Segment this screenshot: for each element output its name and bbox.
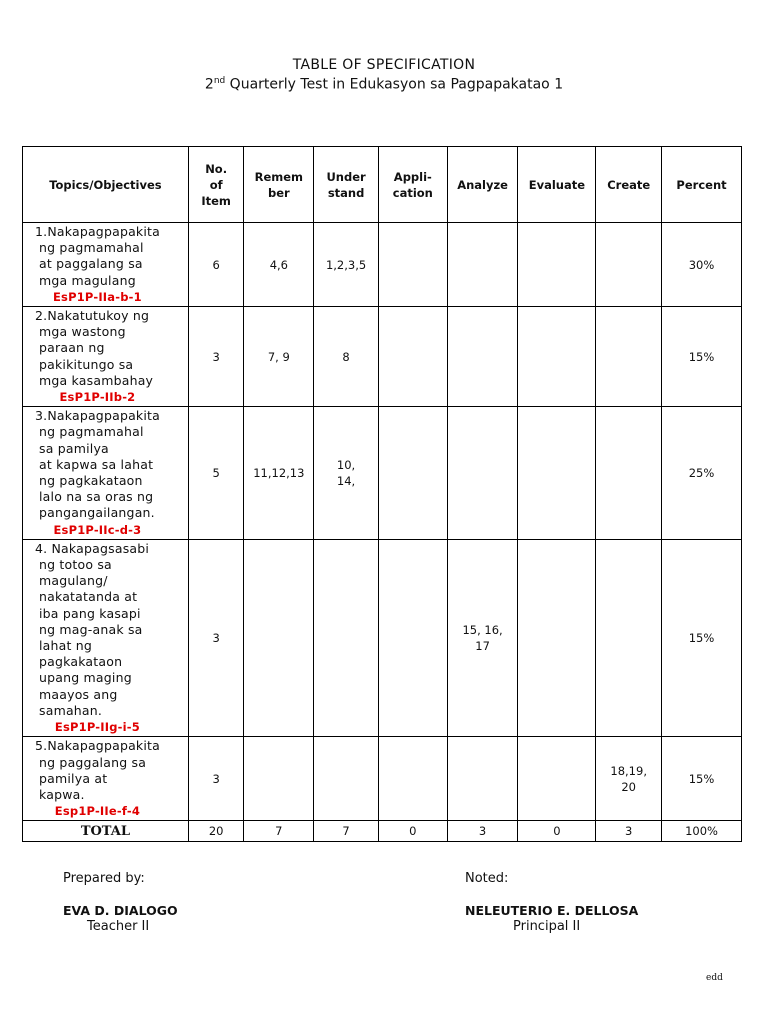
total-label: TOTAL: [23, 821, 189, 842]
topic-cell: [23, 407, 189, 540]
topic-text: 1.Nakapagpapakita ng pagmamahal at paggalang sa mga magulang: [35, 224, 161, 288]
header-percent: Percent: [662, 147, 742, 223]
competency-code: EsP1P-IIg-i-5: [54, 720, 140, 735]
percent-cell: 30%: [662, 223, 742, 307]
header-topics: Topics/Objectives: [23, 147, 189, 223]
topic-cell: [23, 223, 189, 307]
topic-text: 3.Nakapagpapakita ng pagmamahal sa pamilya at kapwa sa lahat ng pagkakataon lalo na sa oras ng pangangailangan.: [35, 408, 161, 521]
noter-role: Principal II: [513, 919, 581, 934]
competency-code: EsP1P-IIa-b-1: [53, 289, 142, 304]
evaluate-cell: [518, 737, 596, 821]
application-cell: [378, 539, 447, 736]
table-row: [23, 223, 742, 307]
items-cell: 6: [188, 223, 244, 307]
total-understand: 7: [314, 821, 379, 842]
prepared-by-label: Prepared by:: [63, 871, 145, 886]
competency-code: Esp1P-IIe-f-4: [54, 804, 141, 819]
total-application: 0: [378, 821, 447, 842]
total-row: [23, 821, 742, 842]
topic-cell: [23, 539, 189, 736]
total-create: 3: [596, 821, 662, 842]
remember-cell: 7, 9: [244, 307, 314, 407]
evaluate-cell: [518, 407, 596, 540]
document-subtitle: [0, 76, 768, 93]
remember-cell: [244, 737, 314, 821]
competency-code: EsP1P-IIc-d-3: [53, 522, 142, 537]
header-analyze: Analyze: [447, 147, 518, 223]
subtitle-text: Quarterly Test in Edukasyon sa Pagpapakatao 1: [225, 76, 564, 93]
header-create: Create: [596, 147, 662, 223]
create-cell: [596, 539, 662, 736]
quarter-ordinal: 2: [204, 76, 214, 93]
analyze-cell: [447, 407, 518, 540]
total-evaluate: 0: [518, 821, 596, 842]
remember-cell: 4,6: [244, 223, 314, 307]
items-cell: 3: [188, 307, 244, 407]
header-application: Appli- cation: [378, 147, 447, 223]
create-cell: [596, 407, 662, 540]
quarter-ordinal-suffix: nd: [213, 76, 226, 86]
understand-cell: 8: [314, 307, 379, 407]
analyze-cell: [447, 223, 518, 307]
preparer-name: EVA D. DIALOGO: [63, 903, 178, 918]
preparer-role: Teacher II: [87, 919, 150, 934]
topic-text: 2.Nakatutukoy ng mga wastong paraan ng pakikitungo sa mga kasambahay: [35, 308, 154, 388]
header-understand: Under stand: [314, 147, 379, 223]
competency-code: EsP1P-IIb-2: [59, 390, 136, 405]
percent-cell: 25%: [662, 407, 742, 540]
create-cell: [596, 307, 662, 407]
application-cell: [378, 223, 447, 307]
total-analyze: 3: [447, 821, 518, 842]
understand-cell: 1,2,3,5: [314, 223, 379, 307]
noted-label: Noted:: [465, 871, 509, 886]
table-row: [23, 737, 742, 821]
percent-cell: 15%: [662, 307, 742, 407]
analyze-cell: 15, 16, 17: [447, 539, 518, 736]
understand-cell: 10, 14,: [314, 407, 379, 540]
create-cell: [596, 223, 662, 307]
create-cell: 18,19, 20: [596, 737, 662, 821]
application-cell: [378, 307, 447, 407]
header-remember: Remem ber: [244, 147, 314, 223]
header-row: [23, 147, 742, 223]
footer-initials: edd: [706, 973, 723, 983]
evaluate-cell: [518, 539, 596, 736]
remember-cell: [244, 539, 314, 736]
application-cell: [378, 737, 447, 821]
noter-name: NELEUTERIO E. DELLOSA: [465, 903, 639, 918]
remember-cell: 11,12,13: [244, 407, 314, 540]
analyze-cell: [447, 737, 518, 821]
topic-text: 4. Nakapagsasabi ng totoo sa magulang/ nakatatanda at iba pang kasapi ng mag-anak sa lahat ng pagkakataon upang maging maayos ang samahan.: [35, 540, 150, 718]
analyze-cell: [447, 307, 518, 407]
percent-cell: 15%: [662, 737, 742, 821]
items-cell: 5: [188, 407, 244, 540]
topic-cell: [23, 737, 189, 821]
total-items: 20: [188, 821, 244, 842]
application-cell: [378, 407, 447, 540]
understand-cell: [314, 539, 379, 736]
table-row: [23, 307, 742, 407]
percent-cell: 15%: [662, 539, 742, 736]
total-remember: 7: [244, 821, 314, 842]
topic-cell: [23, 307, 189, 407]
header-items: No. of Item: [188, 147, 244, 223]
topic-text: 5.Nakapagpapakita ng paggalang sa pamilya at kapwa.: [35, 738, 161, 802]
table-row: [23, 539, 742, 736]
understand-cell: [314, 737, 379, 821]
specification-table: [22, 146, 742, 842]
document-title: TABLE OF SPECIFICATION: [292, 57, 476, 73]
evaluate-cell: [518, 307, 596, 407]
header-evaluate: Evaluate: [518, 147, 596, 223]
items-cell: 3: [188, 539, 244, 736]
total-percent: 100%: [662, 821, 742, 842]
items-cell: 3: [188, 737, 244, 821]
table-row: [23, 407, 742, 540]
evaluate-cell: [518, 223, 596, 307]
